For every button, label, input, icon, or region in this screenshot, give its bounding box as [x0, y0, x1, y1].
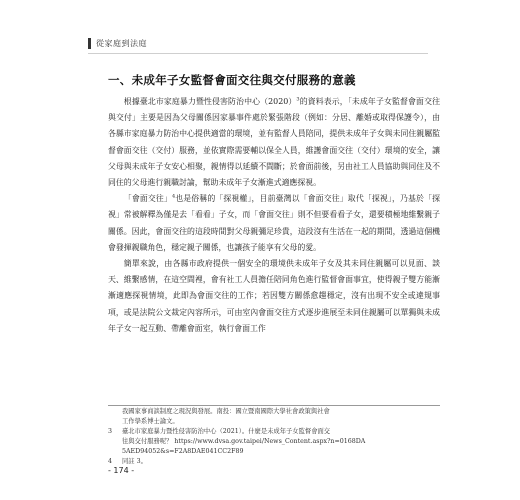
footnote-3-url-line-1[interactable]: 往與交付服務呢？ https://www.dvsa.gov.taipei/News_Content.aspx?n=0168DA [122, 438, 366, 445]
running-header-title: 從家庭到法庭 [96, 39, 147, 48]
paragraph-2-text: 也是俗稱的「探視權」，目前臺灣以「會面交往」取代「探視」，乃基於「探視」常被解釋為僅是去「看看」子女，而「會面交往」則不但要看看子女，還要積極地維繫親子關係。因此，會面交往的這段時間對父母親彌足珍貴，這段沒有生活在一起的期間，透過這個機會發揮親職角色，穩定親子關係，也讓孩子能享有父母的愛。 [108, 194, 440, 252]
paragraph-2 [108, 191, 440, 256]
footnote-divider [108, 405, 440, 406]
footnote-3-url-line-2[interactable]: 5AED94052&s=F2A8DAE041CC2F89 [122, 448, 244, 455]
body-text [108, 94, 440, 337]
paragraph-1-text: 的資料表示，「未成年子女監督會面交往與交付」主要是因為父母關係因家暴事件處於緊張階段（例如：分居、離婚或取得保護令），由各縣市家庭暴力防治中心提供適當的環境，並有監督人員陪同，提供未成年子女與未同住親屬監督會面交往（交付）服務，並依實際需要輔以保全人員，維護會面交往（交付）環境的安全，讓父母與未成年子女安心相聚，親情得以延續不間斷；於會面前後，另由社工人員協助與同住及不同住的父母進行親職討論，幫助未成年子女漸進式適應探視。 [108, 97, 440, 188]
footnote-ref-3[interactable]: 3 [296, 96, 300, 103]
page-number: - 174 - [108, 466, 135, 475]
running-header [88, 38, 147, 49]
section-heading: 一、未成年子女監督會面交往與交付服務的意義 [108, 73, 356, 87]
paragraph-1 [108, 94, 440, 191]
footnote-3 [108, 427, 440, 457]
paragraph-3: 簡單來說，由各縣市政府提供一個安全的環境供未成年子女及其未同住親屬可以見面、談天、維繫感情，在這空間裡，會有社工人員擔任陪同角色進行監督會面事宜，使得親子雙方能漸漸適應探視情境，此即為會面交往的工作；若因雙方關係愈趨穩定，沒有出現不安全或違規事項，或是法院公文裁定內容所示，可由室內會面交往方式逐步進展至未同住親屬可以單獨與未成年子女一起互動、帶離會面室，執行會面工作 [108, 259, 440, 333]
paragraph-1-lead: 根據臺北市家庭暴力暨性侵害防治中心（2020） [123, 97, 297, 106]
footnote-continued-line-2: 工作學系博士論文。 [122, 418, 179, 425]
footnote-ref-4[interactable]: 4 [171, 193, 176, 200]
header-divider [88, 53, 428, 54]
footnotes [108, 407, 440, 467]
footnote-3-line-1: 臺北市家庭暴力暨性侵害防治中心（2021）。什麼是未成年子女監督會面交 [122, 428, 331, 435]
header-marker [88, 38, 91, 49]
paragraph-2-lead: 「會面交往」 [123, 194, 172, 204]
footnote-4-number: 4 [108, 458, 113, 465]
footnote-continued-line-1: 我國家事商談制度之現況與發展。南投：國立暨南國際大學社會政策與社會 [122, 408, 330, 415]
footnote-4 [108, 457, 440, 467]
footnote-4-text: 同註 3。 [122, 458, 147, 465]
footnote-3-number: 3 [108, 428, 113, 435]
